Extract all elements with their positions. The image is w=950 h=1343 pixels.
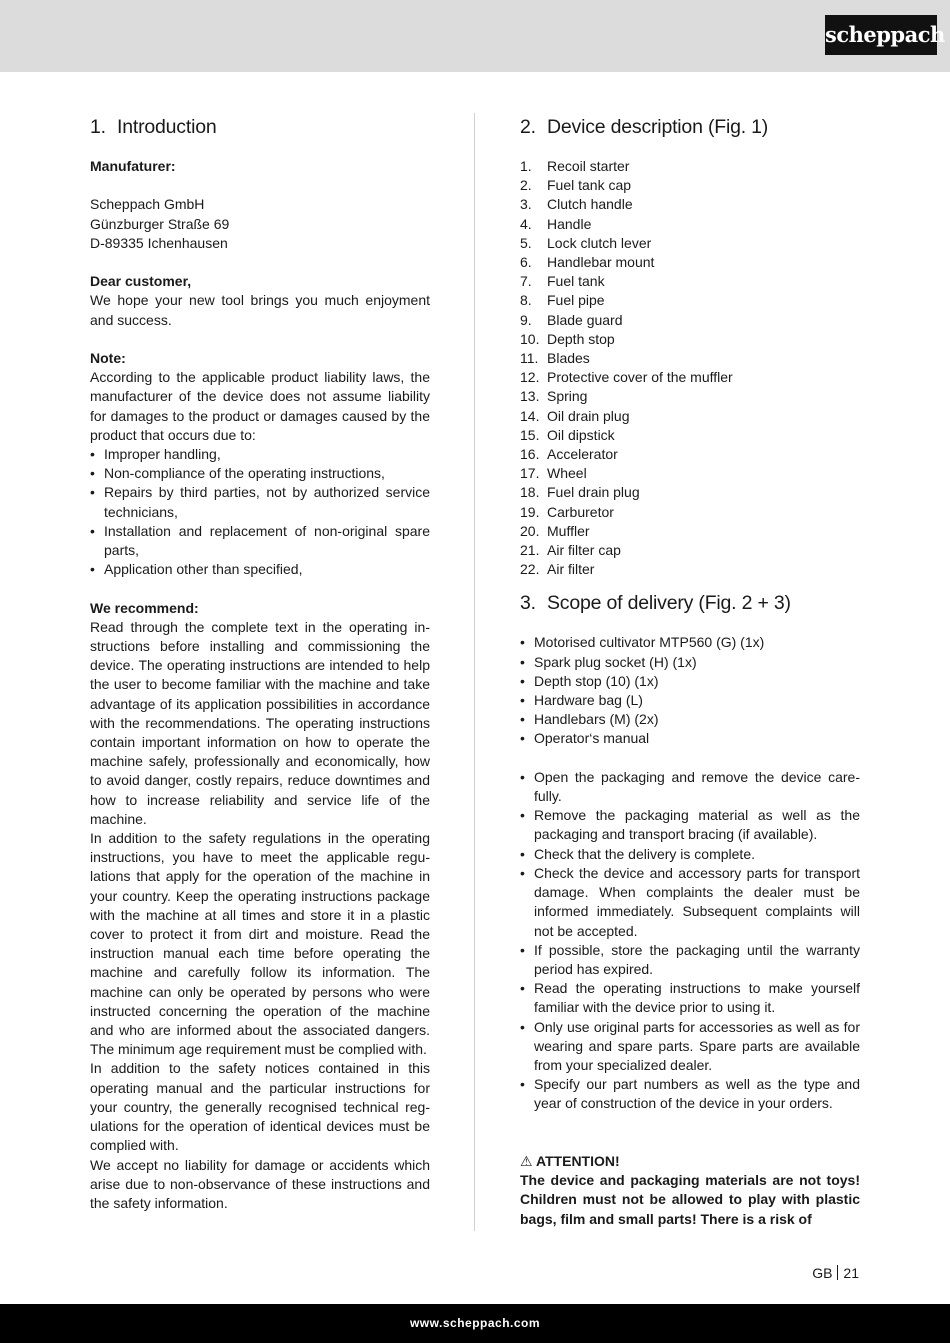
list-item: 10. Depth stop: [520, 330, 615, 347]
section-number: 3.: [520, 592, 536, 615]
list-item: • Motorised cultivator MTP560 (G) (1x): [520, 633, 860, 652]
list-item: • Handlebars (M) (2x): [520, 710, 860, 729]
list-item: 1. Recoil starter: [520, 158, 630, 174]
list-item: 14. Oil drain plug: [520, 407, 630, 424]
list-item: • Operator‘s manual: [520, 729, 860, 748]
section-title: Introduction: [117, 116, 217, 138]
recommend-label: We recommend:: [90, 599, 199, 616]
list-item: • Only use original parts for accessories as well as for wearing and spare parts. Spare parts are available from your specialized dealer.: [520, 1018, 860, 1076]
list-item: • Remove the packaging material as well as the packaging and transport bracing (if available).: [520, 806, 860, 844]
manufacturer-label: Manufaturer:: [90, 158, 176, 174]
right-column: [520, 113, 860, 1229]
page-separator: [837, 1265, 838, 1280]
recommend-paragraph: We accept no liability for damage or accidents which arise due to non-observance of these instructions and the safety information.: [90, 1156, 430, 1211]
header-bar: [0, 0, 950, 72]
attention-label: ATTENTION!: [535, 1152, 620, 1169]
language-code: GB: [812, 1265, 833, 1281]
list-item: • Read the operating instructions to make yourself familiar with the device prior to using it.: [520, 979, 860, 1017]
list-item: 7. Fuel tank: [520, 273, 605, 290]
list-item: • Open the packaging and remove the device carefully.: [520, 768, 860, 806]
note-label: Note:: [90, 349, 126, 366]
section-heading-scope-of-delivery: [520, 589, 860, 617]
list-item: 5. Lock clutch lever: [520, 234, 652, 251]
column-divider: [474, 113, 475, 1231]
parts-list: [520, 157, 860, 579]
note-text: According to the applicable product liability laws, the manufacturer of the device does not assume liability for damages to the product or damages caused by the product that occurs due to:: [90, 369, 430, 443]
list-item: 16. Accelerator: [520, 446, 618, 463]
attention-heading: [520, 1152, 860, 1171]
list-item: 18. Fuel drain plug: [520, 484, 640, 501]
list-item: • Application other than specified,: [90, 560, 430, 579]
list-item: • Specify our part numbers as well as the type and year of construction of the device in your orders.: [520, 1075, 860, 1113]
list-item: 20. Muffler: [520, 522, 590, 539]
list-item: • Non-compliance of the operating instructions,: [90, 464, 430, 483]
section-number: 2.: [520, 116, 536, 138]
list-item: 13. Spring: [520, 388, 588, 405]
list-item: • Hardware bag (L): [520, 691, 860, 710]
list-item: 21. Air filter cap: [520, 542, 621, 559]
unpacking-list: [520, 768, 860, 1114]
section-title: Device description (Fig. 1): [547, 116, 769, 138]
address-line: Scheppach GmbH: [90, 196, 205, 213]
left-column: [90, 113, 430, 1213]
list-item: 3. Clutch handle: [520, 196, 633, 213]
list-item: 6. Handlebar mount: [520, 254, 655, 271]
recommend-paragraph: In addition to the safety regulations in the operating instructions, you have to meet the applicable regulations that apply for the operation of the machine in your country. Keep the operating instructions package with the machine at all times and store it in a plastic cover to protect it from dirt and moisture. Read the instruction manual each time before operating the machine and carefully follow its information. The machine can only be operated by persons who were instructed concerning the operation of the machine and who are informed about the associated dangers. The minimum age requirement must be complied with.: [90, 830, 430, 1058]
delivery-list: [520, 633, 860, 748]
list-item: 22. Air filter: [520, 561, 595, 578]
list-item: 11. Blades: [520, 350, 590, 367]
list-item: • Repairs by third parties, not by authorized service technicians,: [90, 483, 430, 521]
list-item: 4. Handle: [520, 215, 592, 232]
list-item: • Spark plug socket (H) (1x): [520, 653, 860, 672]
list-item: • Check the device and accessory parts for transport damage. When complaints the dealer must be informed immediately. Subsequent complaints will not be accepted.: [520, 864, 860, 941]
note-list: [90, 445, 430, 579]
dear-customer-label: Dear customer,: [90, 273, 192, 290]
address-line: Günzburger Straße 69: [90, 215, 230, 232]
warning-triangle-icon: ⚠: [520, 1152, 533, 1169]
recommend-paragraph: Read through the complete text in the operating instructions before installing and commissioning the device. The operating instructions are intended to help the user to become familiar with the machine and take advantage of its application possibilities in accordance with the recommendations. The operating instructions contain important information on how to operate the machine safely, professionally and economically, how to avoid danger, costly repairs, reduce downtimes and how to increase reliability and service life of the machine.: [90, 618, 430, 827]
attention-text: The device and packaging materials are not toys! Children must not be allowed to play with plastic bags, film and small parts! There is a risk of: [520, 1172, 860, 1227]
address-line: D-89335 Ichenhausen: [90, 234, 228, 251]
list-item: 17. Wheel: [520, 465, 587, 482]
address-block: [90, 195, 430, 253]
section-title: Scope of delivery (Fig. 2 + 3): [547, 592, 791, 615]
list-item: 2. Fuel tank cap: [520, 177, 632, 194]
list-item: 8. Fuel pipe: [520, 292, 605, 309]
section-number: 1.: [90, 116, 106, 138]
list-item: • If possible, store the packaging until the warranty period has expired.: [520, 941, 860, 979]
list-item: • Installation and replacement of non-original spare parts,: [90, 522, 430, 560]
list-item: 12. Protective cover of the muffler: [520, 369, 733, 386]
list-item: 15. Oil dipstick: [520, 426, 615, 443]
recommend-paragraph: In addition to the safety notices contained in this operating manual and the particular instructions for your country, the generally recognised technical regulations for the operation of identical devices must be complied with.: [90, 1060, 430, 1154]
dear-customer-text: We hope your new tool brings you much enjoyment and success.: [90, 292, 430, 328]
website-url: www.scheppach.com: [409, 1316, 541, 1330]
page-number-value: 21: [843, 1265, 859, 1281]
brand-logo: scheppach: [825, 15, 937, 55]
section-heading-introduction: [90, 113, 430, 141]
footer-bar: [0, 1304, 950, 1343]
page-number: [812, 1265, 859, 1282]
list-item: • Check that the delivery is complete.: [520, 845, 860, 864]
list-item: 9. Blade guard: [520, 311, 623, 328]
list-item: • Depth stop (10) (1x): [520, 672, 860, 691]
list-item: • Improper handling,: [90, 445, 430, 464]
list-item: 19. Carburetor: [520, 503, 614, 520]
section-heading-device-description: [520, 113, 860, 141]
